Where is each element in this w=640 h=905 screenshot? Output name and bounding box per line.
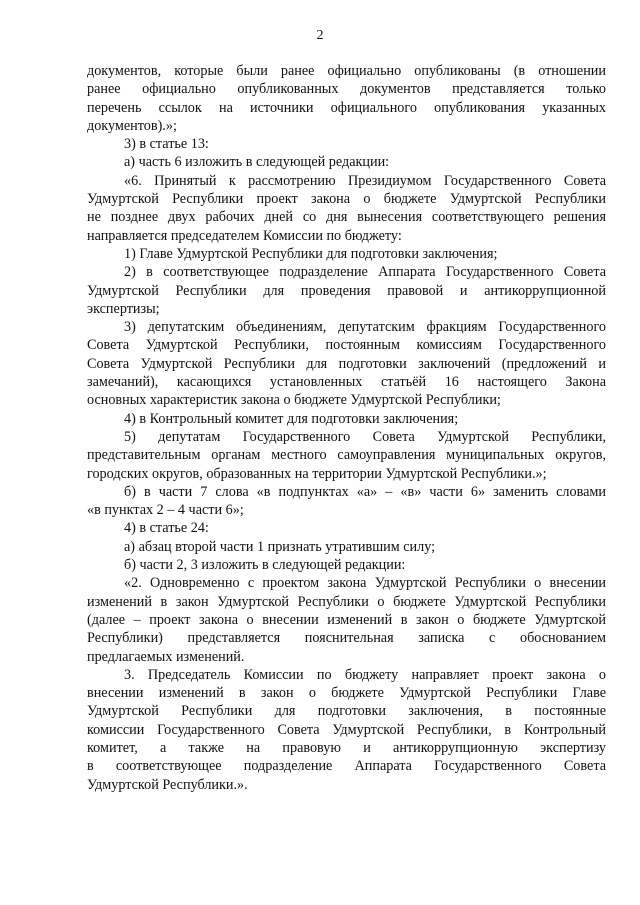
text-line: Удмуртской Республики проект закона о бюджете Удмуртской Республики — [87, 191, 606, 208]
text-line: в соответствующее подразделение Аппарата Государственного Совета — [87, 758, 606, 775]
text-line: 1) Главе Удмуртской Республики для подготовки заключения; — [124, 245, 498, 262]
text-line: документов).»; — [87, 117, 177, 134]
text-line: б) в части 7 слова «в подпунктах «а» – «в» части 6» заменить словами — [124, 483, 606, 500]
text-line: представительным органам местного самоуправления муниципальных округов, — [87, 447, 606, 464]
text-line: внесении изменений в закон о бюджете Удмуртской Республики Главе — [87, 685, 606, 702]
text-line: а) часть 6 изложить в следующей редакции: — [124, 154, 390, 171]
text-line: (далее – проект закона о внесении изменений в закон о бюджете Удмуртской — [87, 611, 606, 628]
text-line: Республики) представляется пояснительная записка с обоснованием — [87, 630, 606, 647]
text-line: б) части 2, 3 изложить в следующей редакции: — [124, 557, 406, 574]
text-line: 4) в Контрольный комитет для подготовки заключения; — [124, 410, 459, 427]
text-line: 4) в статье 24: — [124, 520, 209, 537]
text-line: предлагаемых изменений. — [87, 648, 245, 665]
text-line: перечень ссылок на источники официального опубликования указанных — [87, 99, 606, 116]
document-body — [87, 62, 606, 794]
text-line: экспертизы; — [87, 300, 160, 317]
text-line: Совета Удмуртской Республики, постоянным комиссиям Государственного — [87, 337, 606, 354]
text-line: Удмуртской Республики для проведения правовой и антикоррупционной — [87, 282, 606, 299]
text-line: 3) в статье 13: — [124, 136, 209, 153]
text-line: а) абзац второй части 1 признать утратившим силу; — [124, 538, 436, 555]
text-line: 5) депутатам Государственного Совета Удмуртской Республики, — [124, 428, 606, 445]
text-line: замечаний), касающихся установленных статьёй 16 настоящего Закона — [87, 374, 606, 391]
text-line: основных характеристик закона о бюджете Удмуртской Республики; — [87, 392, 501, 409]
text-line: 3) депутатским объединениям, депутатским фракциям Государственного — [124, 319, 606, 336]
text-line: Удмуртской Республики.». — [87, 776, 248, 793]
text-line: городских округов, образованных на территории Удмуртской Республики.»; — [87, 465, 547, 482]
text-line: документов, которые были ранее официально опубликованы (в отношении — [87, 63, 606, 79]
text-line: Совета Удмуртской Республики для подготовки заключений (предложений и — [87, 355, 606, 372]
text-line: направляется председателем Комиссии по бюджету: — [87, 227, 402, 244]
text-line: не позднее двух рабочих дней со дня вынесения соответствующего решения — [87, 209, 606, 226]
text-line: «2. Одновременно с проектом закона Удмуртской Республики о внесении — [124, 575, 606, 592]
text-line: «6. Принятый к рассмотрению Президиумом Государственного Совета — [124, 172, 606, 189]
text-line: ранее официально опубликованных документов представляется только — [87, 81, 606, 98]
text-line: Удмуртской Республики для подготовки заключения, в постоянные — [87, 703, 606, 720]
text-line: комиссии Государственного Совета Удмуртской Республики, в Контрольный — [87, 721, 606, 738]
text-line: изменений в закон Удмуртской Республики о бюджете Удмуртской Республики — [87, 593, 606, 610]
text-line: 3. Председатель Комиссии по бюджету направляет проект закона о — [124, 666, 606, 683]
text-line: «в пунктах 2 – 4 части 6»; — [87, 502, 244, 519]
page-number: 2 — [316, 28, 324, 43]
text-line: комитет, а также на правовую и антикоррупционную экспертизу — [87, 739, 606, 756]
text-line: 2) в соответствующее подразделение Аппарата Государственного Совета — [124, 264, 606, 281]
